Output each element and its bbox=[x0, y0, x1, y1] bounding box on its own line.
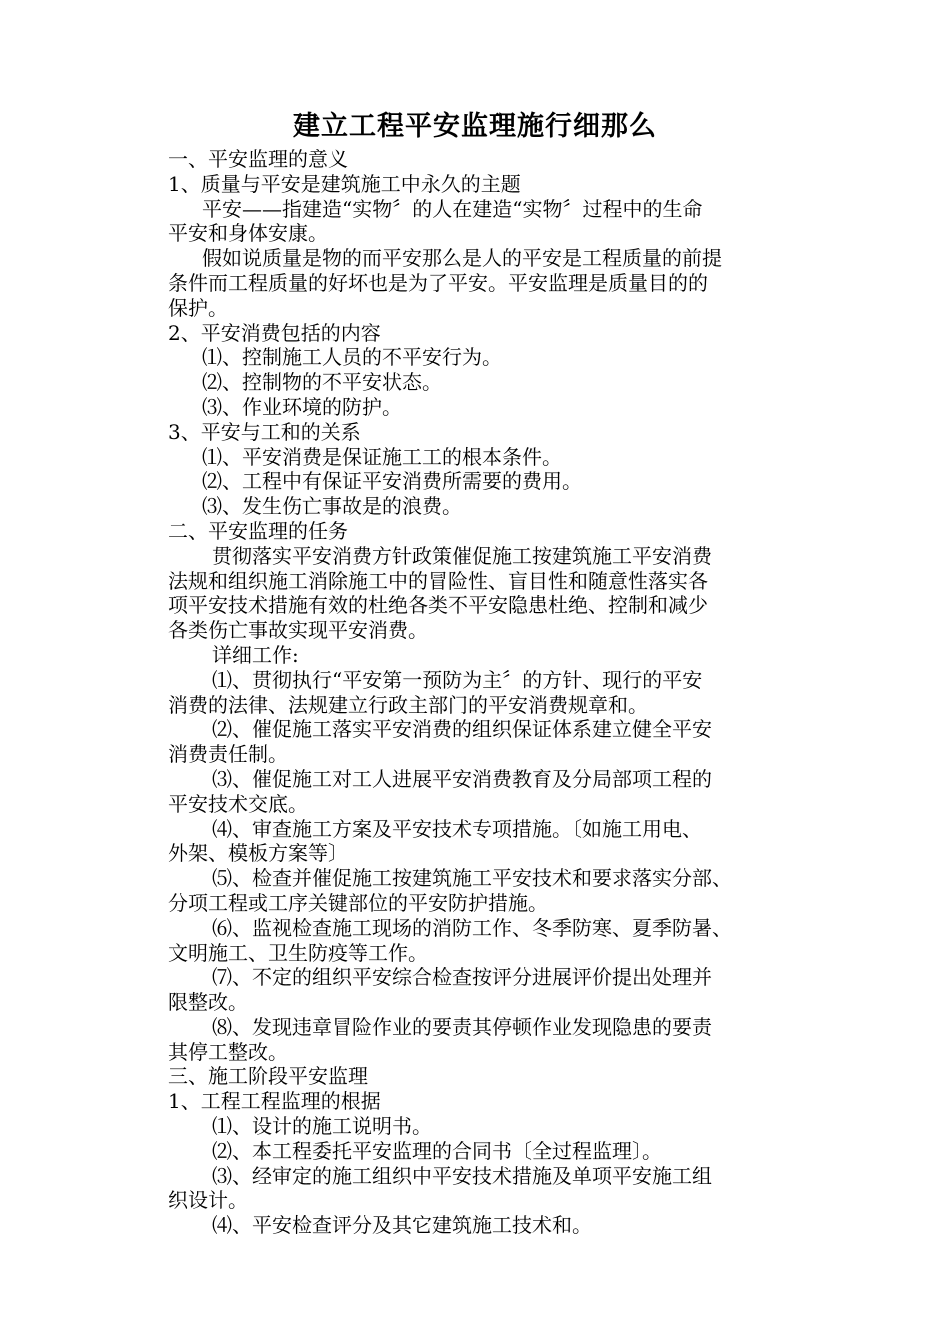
text-line: ⑸、检查并催促施工按建筑施工平安技术和要求落实分部、 bbox=[212, 866, 732, 891]
text-line: ⑵、催促施工落实平安消费的组织保证体系建立健全平安 bbox=[212, 717, 712, 742]
text-line: ⑴、贯彻执行“平安第一预防为主〞的方针、现行的平安 bbox=[212, 667, 703, 692]
text-line: 平安技术交底。 bbox=[168, 791, 308, 816]
text-line: 消费责任制。 bbox=[168, 742, 288, 767]
document-title: 建立工程平安监理施行细那么 bbox=[293, 111, 657, 142]
text-line: 项平安技术措施有效的杜绝各类不平安隐患杜绝、控制和减少 bbox=[168, 593, 708, 618]
text-line: ⑶、经审定的施工组织中平安技术措施及单项平安施工组 bbox=[212, 1163, 712, 1188]
text-line: 文明施工、卫生防疫等工作。 bbox=[168, 940, 428, 965]
document-body bbox=[168, 147, 788, 1238]
text-line: ⑹、监视检查施工现场的消防工作、冬季防寒、夏季防暑、 bbox=[212, 915, 732, 940]
text-line: 消费的法律、法规建立行政主部门的平安消费规章和。 bbox=[168, 692, 648, 717]
text-line: 法规和组织施工消除施工中的冒险性、盲目性和随意性落实各 bbox=[168, 568, 708, 593]
text-line: 织设计。 bbox=[168, 1188, 248, 1213]
text-line: 假如说质量是物的而平安那么是人的平安是工程质量的前提 bbox=[202, 246, 722, 271]
text-line: ⑵、本工程委托平安监理的合同书〔全过程监理〕。 bbox=[212, 1138, 662, 1163]
text-line: 条件而工程质量的好坏也是为了平安。平安监理是质量目的的 bbox=[168, 270, 708, 295]
text-line: 3、平安与工和的关系 bbox=[168, 419, 361, 444]
text-line: 1、质量与平安是建筑施工中永久的主题 bbox=[168, 171, 521, 196]
text-line: 详细工作: bbox=[212, 642, 299, 667]
text-line: 三、施工阶段平安监理 bbox=[168, 1064, 368, 1089]
text-line: ⑴、平安消费是保证施工工的根本条件。 bbox=[202, 444, 562, 469]
text-line: 贯彻落实平安消费方针政策催促施工按建筑施工平安消费 bbox=[212, 543, 712, 568]
text-line: ⑷、审查施工方案及平安技术专项措施。〔如施工用电、 bbox=[212, 816, 702, 841]
text-line: 二、平安监理的任务 bbox=[168, 518, 348, 543]
text-line: 一、平安监理的意义 bbox=[168, 147, 348, 171]
text-line: ⑵、控制物的不平安状态。 bbox=[202, 370, 442, 395]
text-line: ⑶、催促施工对工人进展平安消费教育及分局部项工程的 bbox=[212, 766, 712, 791]
text-line: ⑷、平安检查评分及其它建筑施工技术和。 bbox=[212, 1213, 592, 1238]
text-line: ⑻、发现违章冒险作业的要责其停顿作业发现隐患的要责 bbox=[212, 1014, 712, 1039]
text-line: 外架、模板方案等〕 bbox=[168, 841, 348, 866]
text-line: 分项工程或工序关键部位的平安防护措施。 bbox=[168, 890, 548, 915]
text-line: 各类伤亡事故实现平安消费。 bbox=[168, 618, 428, 643]
text-line: ⑴、设计的施工说明书。 bbox=[212, 1114, 432, 1139]
text-line: 平安和身体安康。 bbox=[168, 221, 328, 246]
text-line: 其停工整改。 bbox=[168, 1039, 288, 1064]
text-line: ⑶、发生伤亡事故是的浪费。 bbox=[202, 494, 462, 519]
text-line: ⑴、控制施工人员的不平安行为。 bbox=[202, 345, 502, 370]
text-line: 2、平安消费包括的内容 bbox=[168, 320, 381, 345]
text-line: 平安——指建造“实物〞的人在建造“实物〞过程中的生命 bbox=[202, 196, 703, 221]
text-line: ⑺、不定的组织平安综合检查按评分进展评价提出处理并 bbox=[212, 965, 712, 990]
text-line: 1、工程工程监理的根据 bbox=[168, 1089, 381, 1114]
text-line: ⑵、工程中有保证平安消费所需要的费用。 bbox=[202, 469, 582, 494]
text-line: ⑶、作业环境的防护。 bbox=[202, 394, 402, 419]
text-line: 保护。 bbox=[168, 295, 228, 320]
text-line: 限整改。 bbox=[168, 990, 248, 1015]
